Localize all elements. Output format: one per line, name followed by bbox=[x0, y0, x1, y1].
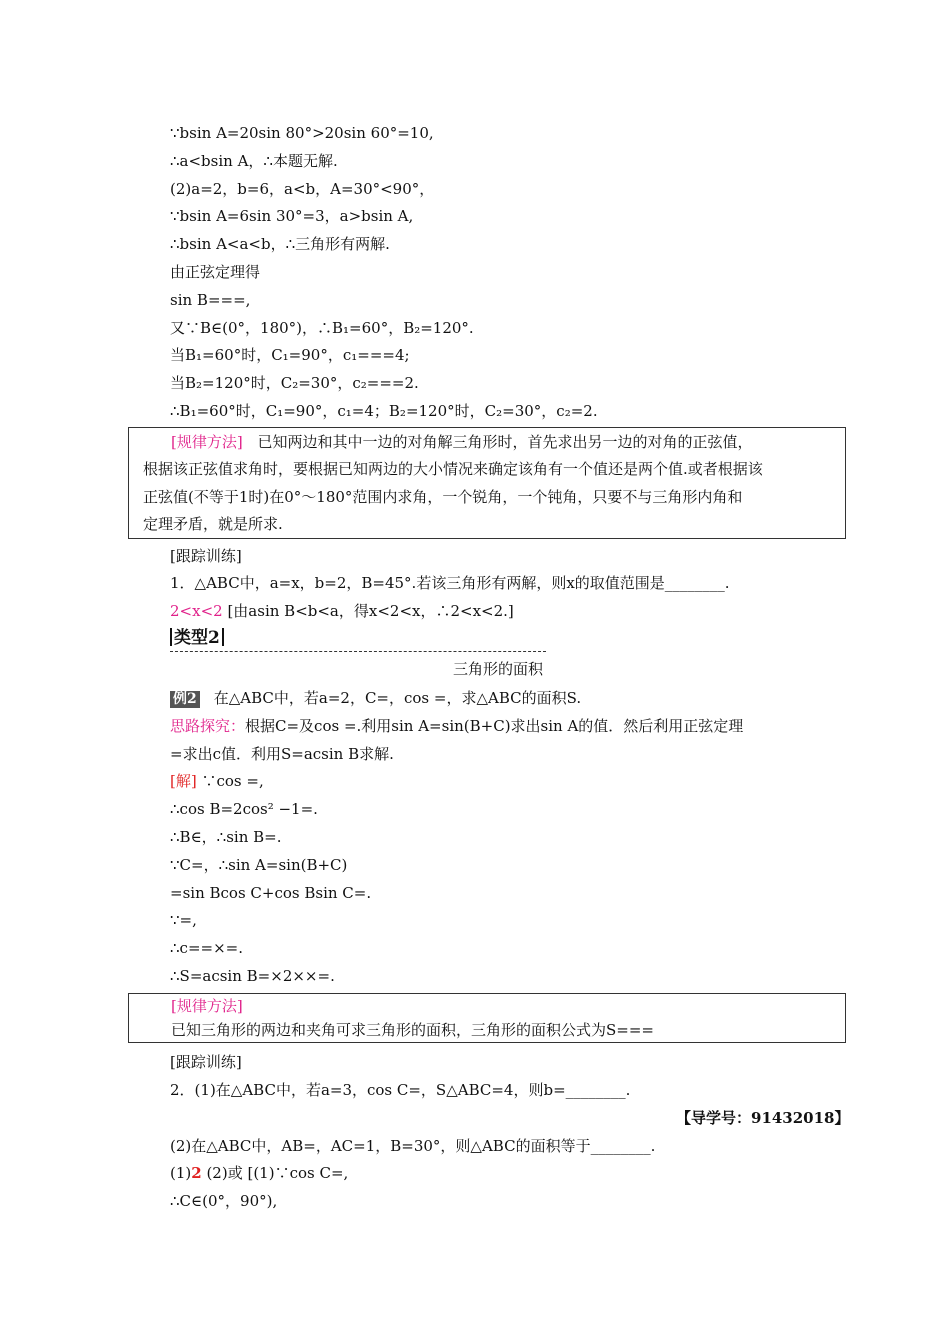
method-label: [规律方法] bbox=[171, 997, 243, 1015]
example-text: 在△ABC中，若a=2，C=，cos =，求△ABC的面积S. bbox=[213, 689, 582, 707]
idea-line-2: =求出c值．利用S=acsin B求解. bbox=[170, 745, 394, 763]
solution-line: ∴cos B=2cos² −1=. bbox=[170, 800, 318, 818]
practice-answer bbox=[170, 601, 514, 621]
method-text: 根据该正弦值求角时，要根据已知两边的大小情况来确定该角有一个值还是两个值.或者根据该 bbox=[143, 460, 763, 478]
solution-line: ∴C∈(0°，90°), bbox=[170, 1192, 278, 1210]
idea-label: 思路探究： bbox=[170, 717, 246, 735]
answer-highlight: 2 bbox=[191, 1164, 202, 1182]
method-box-1 bbox=[128, 427, 846, 539]
solution-line: =sin Bcos C+cos Bsin C=. bbox=[170, 884, 372, 902]
solution-label: [解] bbox=[170, 772, 197, 790]
practice-answer: (1)2 (2)或 [(1)∵cos C=, bbox=[170, 1164, 349, 1182]
method-text: 已知三角形的两边和夹角可求三角形的面积，三角形的面积公式为S=== bbox=[171, 1021, 654, 1039]
text-line: sin B===, bbox=[170, 291, 251, 309]
text-line: ∵bsin A=20sin 80°>20sin 60°=10, bbox=[170, 124, 434, 142]
type-label: 类型2 bbox=[174, 628, 220, 648]
text-line: ∴a<bsin A，∴本题无解. bbox=[170, 152, 338, 170]
solution-line: ∵C=，∴sin A=sin(B+C) bbox=[170, 856, 348, 874]
practice-heading: [跟踪训练] bbox=[170, 1053, 242, 1071]
idea-line bbox=[170, 716, 743, 736]
guide-number: 【导学号：91432018】 bbox=[676, 1109, 850, 1127]
solution-text: ∵cos =, bbox=[196, 772, 264, 790]
text-line: 由正弦定理得 bbox=[170, 263, 261, 281]
method-text: 正弦值(不等于1时)在0°～180°范围内求角，一个锐角，一个钝角，只要不与三角形内角和 bbox=[143, 488, 743, 506]
solution-line: ∴c==×=. bbox=[170, 939, 243, 957]
idea-text: 根据C=及cos =.利用sin A=sin(B+C)求出sin A的值．然后利用正弦定理 bbox=[245, 717, 744, 735]
answer-highlight: 2<x<2 bbox=[170, 602, 223, 620]
text-line: ∴B₁=60°时，C₁=90°，c₁=4；B₂=120°时，C₂=30°，c₂=2. bbox=[170, 402, 598, 420]
answer-explanation: [由asin B<b<a，得x<2<x，∴2<x<2.] bbox=[222, 602, 514, 620]
text-line: ∴bsin A<a<b，∴三角形有两解. bbox=[170, 235, 390, 253]
practice-question: (2)在△ABC中，AB=，AC=1，B=30°，则△ABC的面积等于________. bbox=[170, 1137, 656, 1155]
text-line: (2)a=2，b=6，a<b，A=30°<90°， bbox=[170, 180, 435, 198]
type-bar-left bbox=[170, 628, 172, 646]
method-text: 定理矛盾，就是所求. bbox=[143, 515, 283, 533]
solution-start bbox=[170, 771, 264, 791]
solution-line: ∵=, bbox=[170, 911, 197, 929]
practice-question: 1．△ABC中，a=x，b=2，B=45°.若该三角形有两解，则x的取值范围是________. bbox=[170, 574, 730, 592]
type-heading bbox=[168, 627, 226, 649]
method-box-2 bbox=[128, 993, 846, 1043]
practice-heading: [跟踪训练] bbox=[170, 547, 242, 565]
divider bbox=[170, 651, 546, 652]
section-title: 三角形的面积 bbox=[453, 660, 544, 678]
method-text: 已知两边和其中一边的对角解三角形时，首先求出另一边的对角的正弦值， bbox=[257, 433, 753, 451]
type-bar-right bbox=[222, 628, 224, 646]
practice-question: 2．(1)在△ABC中，若a=3，cos C=，S△ABC=4，则b=________. bbox=[170, 1081, 631, 1099]
solution-line: ∴S=acsin B=×2××=. bbox=[170, 967, 335, 985]
text-line: ∵bsin A=6sin 30°=3，a>bsin A, bbox=[170, 207, 414, 225]
example-question bbox=[170, 688, 581, 708]
text-line: 当B₁=60°时，C₁=90°，c₁===4; bbox=[170, 346, 410, 364]
text-line: 又∵B∈(0°，180°)，∴B₁=60°，B₂=120°. bbox=[170, 319, 474, 337]
method-label: [规律方法] bbox=[171, 433, 243, 451]
example-tag: 例2 bbox=[170, 691, 200, 708]
text-line: 当B₂=120°时，C₂=30°，c₂===2. bbox=[170, 374, 419, 392]
solution-line: ∴B∈，∴sin B=. bbox=[170, 828, 282, 846]
